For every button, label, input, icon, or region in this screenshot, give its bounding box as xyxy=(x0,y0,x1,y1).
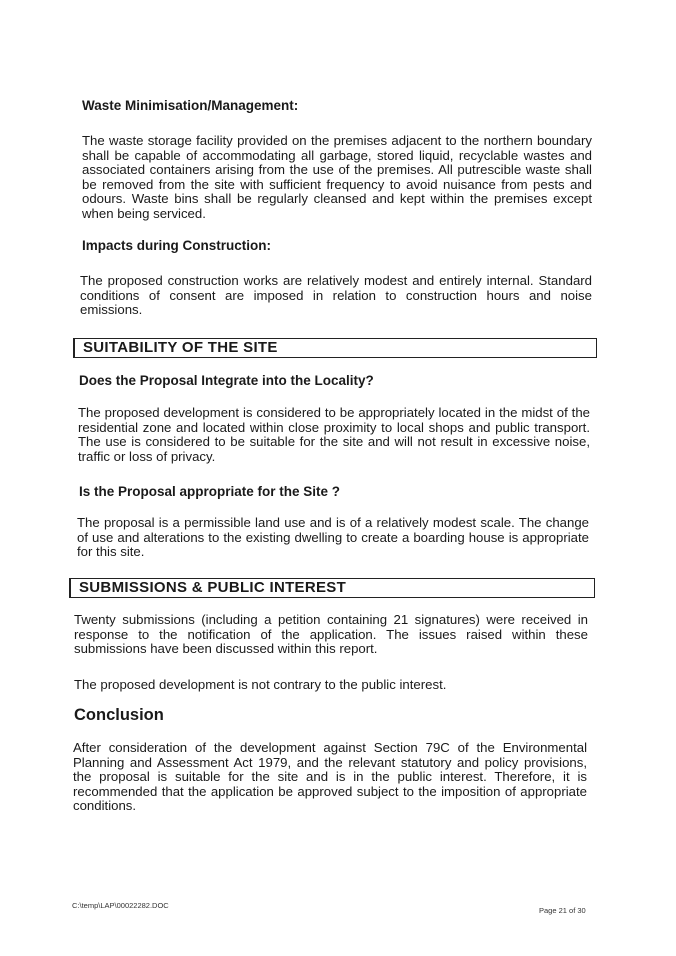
waste-paragraph: The waste storage facility provided on the premises adjacent to the northern boundary shall be capable of accommodating all garbage, stored liquid, recyclable wastes and associated containers arising from the use of the premises. All putrescible waste shall be removed from the site with sufficient frequency to avoid nuisance from pests and odours. Waste bins shall be regularly cleansed and kept within the premises except when being serviced. xyxy=(82,133,592,221)
site-question-heading: Is the Proposal appropriate for the Site ? xyxy=(79,484,341,499)
construction-paragraph: The proposed construction works are relatively modest and entirely internal. Standard conditions of consent are imposed in relation to construction hours and noise emissions. xyxy=(80,273,592,318)
waste-heading: Waste Minimisation/Management: xyxy=(82,98,299,113)
construction-heading: Impacts during Construction: xyxy=(82,238,271,253)
conclusion-paragraph: After consideration of the development against Section 79C of the Environmental Planning and Assessment Act 1979, and the relevant statutory and policy provisions, the proposal is suitable for the site and is in the public interest. Therefore, it is recommended that the application be approved subject to the imposition of appropriate conditions. xyxy=(73,740,587,814)
footer-file-path: C:\temp\LAP\00022282.DOC xyxy=(72,901,169,910)
submissions-section-title: SUBMISSIONS & PUBLIC INTEREST xyxy=(79,579,347,596)
submissions-paragraph: Twenty submissions (including a petition containing 21 signatures) were received in response to the notification of the application. The issues raised within these submissions have been discussed within this report. xyxy=(74,612,588,657)
locality-question-heading: Does the Proposal Integrate into the Locality? xyxy=(79,373,374,388)
conclusion-title: Conclusion xyxy=(74,706,164,724)
site-paragraph: The proposal is a permissible land use and is of a relatively modest scale. The change of use and alterations to the existing dwelling to create a boarding house is appropriate for this site. xyxy=(77,515,589,560)
locality-paragraph: The proposed development is considered to be appropriately located in the midst of the residential zone and located within close proximity to local shops and public transport. The use is considered to be suitable for the site and will not result in excessive noise, traffic or loss of privacy. xyxy=(78,405,590,464)
submissions-section-box xyxy=(69,578,595,598)
public-interest-paragraph: The proposed development is not contrary to the public interest. xyxy=(74,677,447,692)
suitability-section-box xyxy=(73,338,597,358)
footer-page-number: Page 21 of 30 xyxy=(539,906,586,915)
suitability-section-title: SUITABILITY OF THE SITE xyxy=(83,339,278,356)
